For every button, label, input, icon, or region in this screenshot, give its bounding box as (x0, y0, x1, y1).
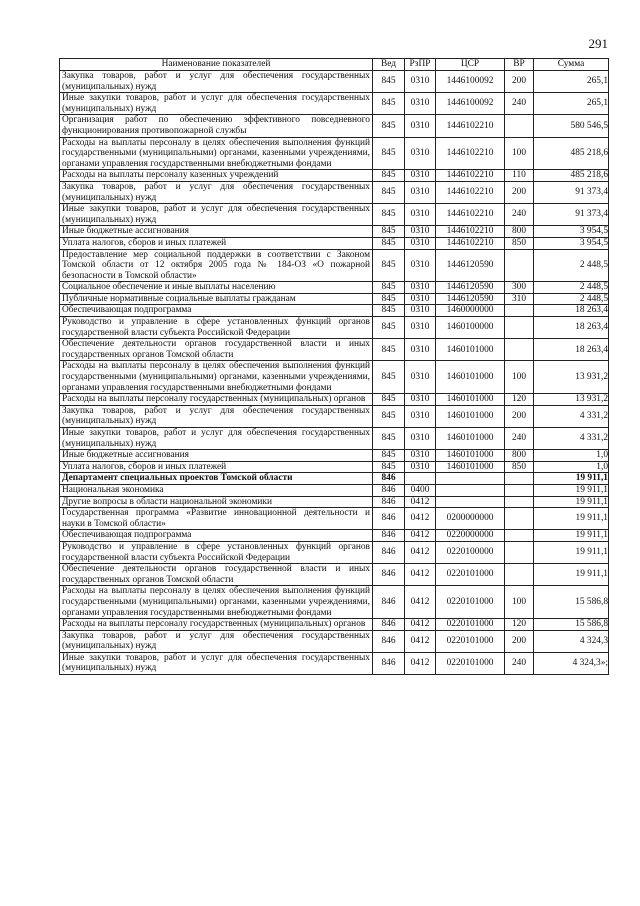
table-row (60, 237, 609, 249)
cell-vr: 100 (505, 586, 534, 619)
cell-rzpr: 0310 (405, 394, 436, 406)
cell-rzpr: 0310 (405, 450, 436, 462)
cell-name: Иные бюджетные ассигнования (60, 450, 373, 462)
cell-name: Социальное обеспечение и иные выплаты населению (60, 282, 373, 294)
cell-vr (505, 339, 534, 361)
cell-name: Иные закупки товаров, работ и услуг для обеспечения государственных (муниципальных) нужд (60, 204, 373, 226)
table-row (60, 530, 609, 542)
cell-rzpr: 0310 (405, 181, 436, 203)
cell-sum: 18 263,4 (534, 317, 609, 339)
cell-ved: 846 (373, 586, 405, 619)
cell-ved: 845 (373, 305, 405, 317)
cell-name: Расходы на выплаты персоналу государственных (муниципальных) органов (60, 619, 373, 631)
table-header (60, 59, 609, 71)
cell-vr (505, 508, 534, 530)
cell-vr: 300 (505, 282, 534, 294)
cell-ved: 846 (373, 473, 405, 485)
cell-rzpr: 0310 (405, 305, 436, 317)
cell-name: Публичные нормативные социальные выплаты гражданам (60, 293, 373, 305)
cell-rzpr: 0412 (405, 619, 436, 631)
cell-vr: 240 (505, 204, 534, 226)
cell-rzpr: 0412 (405, 586, 436, 619)
cell-name: Государственная программа «Развитие инновационной деятельности и науки в Томской области» (60, 508, 373, 530)
cell-csr: 0220100000 (436, 541, 505, 563)
cell-sum: 2 448,5 (534, 249, 609, 282)
table-row (60, 339, 609, 361)
cell-sum: 13 931,2 (534, 361, 609, 394)
table-row (60, 619, 609, 631)
cell-ved: 845 (373, 361, 405, 394)
cell-name: Расходы на выплаты персоналу в целях обеспечения выполнения функций государственными (муниципальными) органами, казенными учреждениями, органами управления государственными внебюджетными фондами (60, 361, 373, 394)
cell-vr (505, 317, 534, 339)
header-name: Наименование показателей (60, 59, 373, 71)
cell-csr: 0220101000 (436, 652, 505, 674)
cell-csr (436, 484, 505, 496)
table-row (60, 361, 609, 394)
cell-vr: 850 (505, 237, 534, 249)
cell-ved: 845 (373, 450, 405, 462)
cell-ved: 846 (373, 630, 405, 652)
cell-rzpr: 0412 (405, 496, 436, 508)
cell-ved: 845 (373, 115, 405, 137)
cell-sum: 580 546,5 (534, 115, 609, 137)
cell-csr: 1460101000 (436, 339, 505, 361)
table-row (60, 428, 609, 450)
cell-name: Обеспечение деятельности органов государственной власти и иных государственных органов Томской области (60, 339, 373, 361)
table-row (60, 226, 609, 238)
cell-vr (505, 115, 534, 137)
cell-csr (436, 473, 505, 485)
cell-sum: 91 373,4 (534, 204, 609, 226)
cell-sum: 265,1 (534, 71, 609, 93)
cell-ved: 845 (373, 405, 405, 427)
cell-name: Обеспечивающая подпрограмма (60, 305, 373, 317)
cell-csr: 0220101000 (436, 619, 505, 631)
table-row (60, 170, 609, 182)
cell-rzpr: 0310 (405, 237, 436, 249)
cell-ved: 845 (373, 293, 405, 305)
cell-ved: 846 (373, 541, 405, 563)
cell-sum: 4 331,2 (534, 428, 609, 450)
cell-name: Департамент специальных проектов Томской области (60, 473, 373, 485)
table-row (60, 564, 609, 586)
cell-sum: 4 324,3»; (534, 652, 609, 674)
cell-ved: 846 (373, 530, 405, 542)
cell-ved: 845 (373, 226, 405, 238)
cell-name: Расходы на выплаты персоналу в целях обеспечения выполнения функций государственными (муниципальными) органами, казенными учреждениями, органами управления государственными внебюджетными фондами (60, 137, 373, 170)
cell-rzpr: 0412 (405, 508, 436, 530)
cell-sum: 485 218,6 (534, 137, 609, 170)
table-row (60, 293, 609, 305)
cell-csr: 1446120590 (436, 249, 505, 282)
cell-ved: 845 (373, 71, 405, 93)
table-row (60, 394, 609, 406)
cell-sum: 19 911,1 (534, 508, 609, 530)
cell-sum: 19 911,1 (534, 496, 609, 508)
cell-vr: 200 (505, 71, 534, 93)
cell-ved: 845 (373, 93, 405, 115)
cell-rzpr (405, 473, 436, 485)
cell-csr: 1446120590 (436, 282, 505, 294)
cell-ved: 845 (373, 204, 405, 226)
cell-ved: 846 (373, 619, 405, 631)
cell-rzpr: 0310 (405, 249, 436, 282)
table-row (60, 496, 609, 508)
header-ved: Вед (373, 59, 405, 71)
cell-vr: 200 (505, 630, 534, 652)
cell-vr (505, 564, 534, 586)
cell-rzpr: 0400 (405, 484, 436, 496)
cell-sum: 19 911,1 (534, 564, 609, 586)
cell-name: Иные закупки товаров, работ и услуг для обеспечения государственных (муниципальных) нужд (60, 652, 373, 674)
cell-sum: 15 586,8 (534, 586, 609, 619)
cell-vr: 310 (505, 293, 534, 305)
cell-name: Организация работ по обеспечению эффективного повседневного функционирования противопожарной службы (60, 115, 373, 137)
cell-vr (505, 305, 534, 317)
table-row (60, 317, 609, 339)
cell-name: Руководство и управление в сфере установленных функций органов государственной власти субъекта Российской Федерации (60, 541, 373, 563)
cell-name: Закупка товаров, работ и услуг для обеспечения государственных (муниципальных) нужд (60, 630, 373, 652)
cell-sum: 19 911,1 (534, 484, 609, 496)
cell-ved: 846 (373, 496, 405, 508)
header-vr: ВР (505, 59, 534, 71)
table-row (60, 305, 609, 317)
cell-csr: 1446102210 (436, 226, 505, 238)
cell-rzpr: 0412 (405, 541, 436, 563)
table-body (60, 71, 609, 675)
table-row (60, 181, 609, 203)
cell-rzpr: 0310 (405, 204, 436, 226)
cell-sum: 485 218,6 (534, 170, 609, 182)
table-row (60, 541, 609, 563)
table-row (60, 508, 609, 530)
table-row (60, 282, 609, 294)
cell-vr: 110 (505, 170, 534, 182)
cell-sum: 3 954,5 (534, 226, 609, 238)
cell-sum: 15 586,8 (534, 619, 609, 631)
table-row (60, 93, 609, 115)
cell-csr: 1460101000 (436, 461, 505, 473)
cell-sum: 1,0 (534, 461, 609, 473)
cell-vr (505, 249, 534, 282)
cell-ved: 845 (373, 461, 405, 473)
cell-csr: 0220101000 (436, 564, 505, 586)
cell-vr (505, 541, 534, 563)
cell-csr: 1446102210 (436, 181, 505, 203)
cell-ved: 845 (373, 249, 405, 282)
cell-name: Обеспечивающая подпрограмма (60, 530, 373, 542)
cell-name: Уплата налогов, сборов и иных платежей (60, 461, 373, 473)
cell-ved: 845 (373, 317, 405, 339)
cell-ved: 846 (373, 508, 405, 530)
table-row (60, 249, 609, 282)
cell-vr (505, 473, 534, 485)
cell-sum: 18 263,4 (534, 305, 609, 317)
table-row (60, 450, 609, 462)
cell-csr: 1446102210 (436, 237, 505, 249)
cell-csr: 1446120590 (436, 293, 505, 305)
page-number: 291 (588, 36, 608, 51)
cell-name: Руководство и управление в сфере установленных функций органов государственной власти субъекта Российской Федерации (60, 317, 373, 339)
cell-vr: 800 (505, 226, 534, 238)
table-row (60, 461, 609, 473)
cell-vr: 200 (505, 405, 534, 427)
cell-csr: 1446102210 (436, 115, 505, 137)
cell-name: Иные закупки товаров, работ и услуг для обеспечения государственных (муниципальных) нужд (60, 428, 373, 450)
cell-name: Закупка товаров, работ и услуг для обеспечения государственных (муниципальных) нужд (60, 405, 373, 427)
cell-csr: 1460101000 (436, 361, 505, 394)
cell-rzpr: 0310 (405, 93, 436, 115)
cell-sum: 1,0 (534, 450, 609, 462)
cell-name: Расходы на выплаты персоналу в целях обеспечения выполнения функций государственными (муниципальными) органами, казенными учреждениями, органами управления государственными внебюджетными фондами (60, 586, 373, 619)
cell-vr: 800 (505, 450, 534, 462)
cell-csr (436, 496, 505, 508)
cell-csr: 1446100092 (436, 93, 505, 115)
cell-ved: 846 (373, 564, 405, 586)
cell-vr (505, 530, 534, 542)
header-sum: Сумма (534, 59, 609, 71)
cell-ved: 845 (373, 170, 405, 182)
cell-ved: 845 (373, 181, 405, 203)
cell-name: Расходы на выплаты персоналу казенных учреждений (60, 170, 373, 182)
cell-name: Закупка товаров, работ и услуг для обеспечения государственных (муниципальных) нужд (60, 71, 373, 93)
cell-csr: 1460101000 (436, 450, 505, 462)
cell-ved: 845 (373, 428, 405, 450)
cell-rzpr: 0412 (405, 652, 436, 674)
cell-name: Обеспечение деятельности органов государственной власти и иных государственных органов Томской области (60, 564, 373, 586)
cell-rzpr: 0310 (405, 115, 436, 137)
cell-vr: 120 (505, 394, 534, 406)
table-row (60, 115, 609, 137)
cell-rzpr: 0310 (405, 317, 436, 339)
cell-csr: 1460100000 (436, 317, 505, 339)
cell-csr: 0220101000 (436, 586, 505, 619)
cell-rzpr: 0310 (405, 461, 436, 473)
cell-rzpr: 0310 (405, 428, 436, 450)
cell-name: Закупка товаров, работ и услуг для обеспечения государственных (муниципальных) нужд (60, 181, 373, 203)
cell-sum: 265,1 (534, 93, 609, 115)
cell-csr: 1460101000 (436, 405, 505, 427)
cell-csr: 1446100092 (436, 71, 505, 93)
cell-rzpr: 0310 (405, 293, 436, 305)
cell-name: Расходы на выплаты персоналу государственных (муниципальных) органов (60, 394, 373, 406)
cell-sum: 3 954,5 (534, 237, 609, 249)
cell-rzpr: 0310 (405, 170, 436, 182)
cell-vr: 240 (505, 652, 534, 674)
cell-sum: 91 373,4 (534, 181, 609, 203)
cell-ved: 845 (373, 394, 405, 406)
table-row (60, 204, 609, 226)
cell-vr (505, 484, 534, 496)
table-row (60, 586, 609, 619)
cell-name: Уплата налогов, сборов и иных платежей (60, 237, 373, 249)
cell-sum: 2 448,5 (534, 293, 609, 305)
cell-vr: 240 (505, 93, 534, 115)
cell-sum: 4 331,2 (534, 405, 609, 427)
cell-rzpr: 0412 (405, 564, 436, 586)
cell-vr: 240 (505, 428, 534, 450)
cell-rzpr: 0310 (405, 282, 436, 294)
cell-name: Иные закупки товаров, работ и услуг для обеспечения государственных (муниципальных) нужд (60, 93, 373, 115)
cell-ved: 845 (373, 137, 405, 170)
cell-csr: 0200000000 (436, 508, 505, 530)
budget-table (59, 58, 609, 675)
cell-vr: 100 (505, 137, 534, 170)
cell-rzpr: 0310 (405, 137, 436, 170)
cell-sum: 2 448,5 (534, 282, 609, 294)
cell-rzpr: 0310 (405, 226, 436, 238)
cell-sum: 19 911,1 (534, 541, 609, 563)
cell-vr: 850 (505, 461, 534, 473)
cell-name: Иные бюджетные ассигнования (60, 226, 373, 238)
cell-rzpr: 0412 (405, 530, 436, 542)
cell-sum: 4 324,3 (534, 630, 609, 652)
cell-csr: 1460101000 (436, 428, 505, 450)
cell-ved: 846 (373, 652, 405, 674)
header-rzpr: РзПР (405, 59, 436, 71)
cell-sum: 19 911,1 (534, 530, 609, 542)
cell-rzpr: 0310 (405, 71, 436, 93)
cell-ved: 845 (373, 339, 405, 361)
table-row (60, 405, 609, 427)
cell-vr (505, 496, 534, 508)
cell-vr: 100 (505, 361, 534, 394)
table-row (60, 484, 609, 496)
header-csr: ЦСР (436, 59, 505, 71)
cell-rzpr: 0310 (405, 361, 436, 394)
table-row (60, 473, 609, 485)
table-row (60, 652, 609, 674)
cell-csr: 1446102210 (436, 137, 505, 170)
cell-ved: 845 (373, 282, 405, 294)
cell-csr: 0220101000 (436, 630, 505, 652)
cell-ved: 845 (373, 237, 405, 249)
cell-csr: 1460000000 (436, 305, 505, 317)
cell-name: Национальная экономика (60, 484, 373, 496)
cell-sum: 19 911,1 (534, 473, 609, 485)
cell-csr: 1460101000 (436, 394, 505, 406)
cell-name: Другие вопросы в области национальной экономики (60, 496, 373, 508)
table-row (60, 71, 609, 93)
cell-csr: 1446102210 (436, 170, 505, 182)
cell-vr: 200 (505, 181, 534, 203)
cell-name: Предоставление мер социальной поддержки в соответствии с Законом Томской области от 12 октября 2005 года № 184-ОЗ «О пожарной безопасности в Томской области» (60, 249, 373, 282)
cell-csr: 1446102210 (436, 204, 505, 226)
cell-vr: 120 (505, 619, 534, 631)
cell-rzpr: 0310 (405, 339, 436, 361)
cell-ved: 846 (373, 484, 405, 496)
cell-rzpr: 0310 (405, 405, 436, 427)
cell-sum: 18 263,4 (534, 339, 609, 361)
table-row (60, 137, 609, 170)
cell-rzpr: 0412 (405, 630, 436, 652)
cell-csr: 0220000000 (436, 530, 505, 542)
cell-sum: 13 931,2 (534, 394, 609, 406)
table-row (60, 630, 609, 652)
